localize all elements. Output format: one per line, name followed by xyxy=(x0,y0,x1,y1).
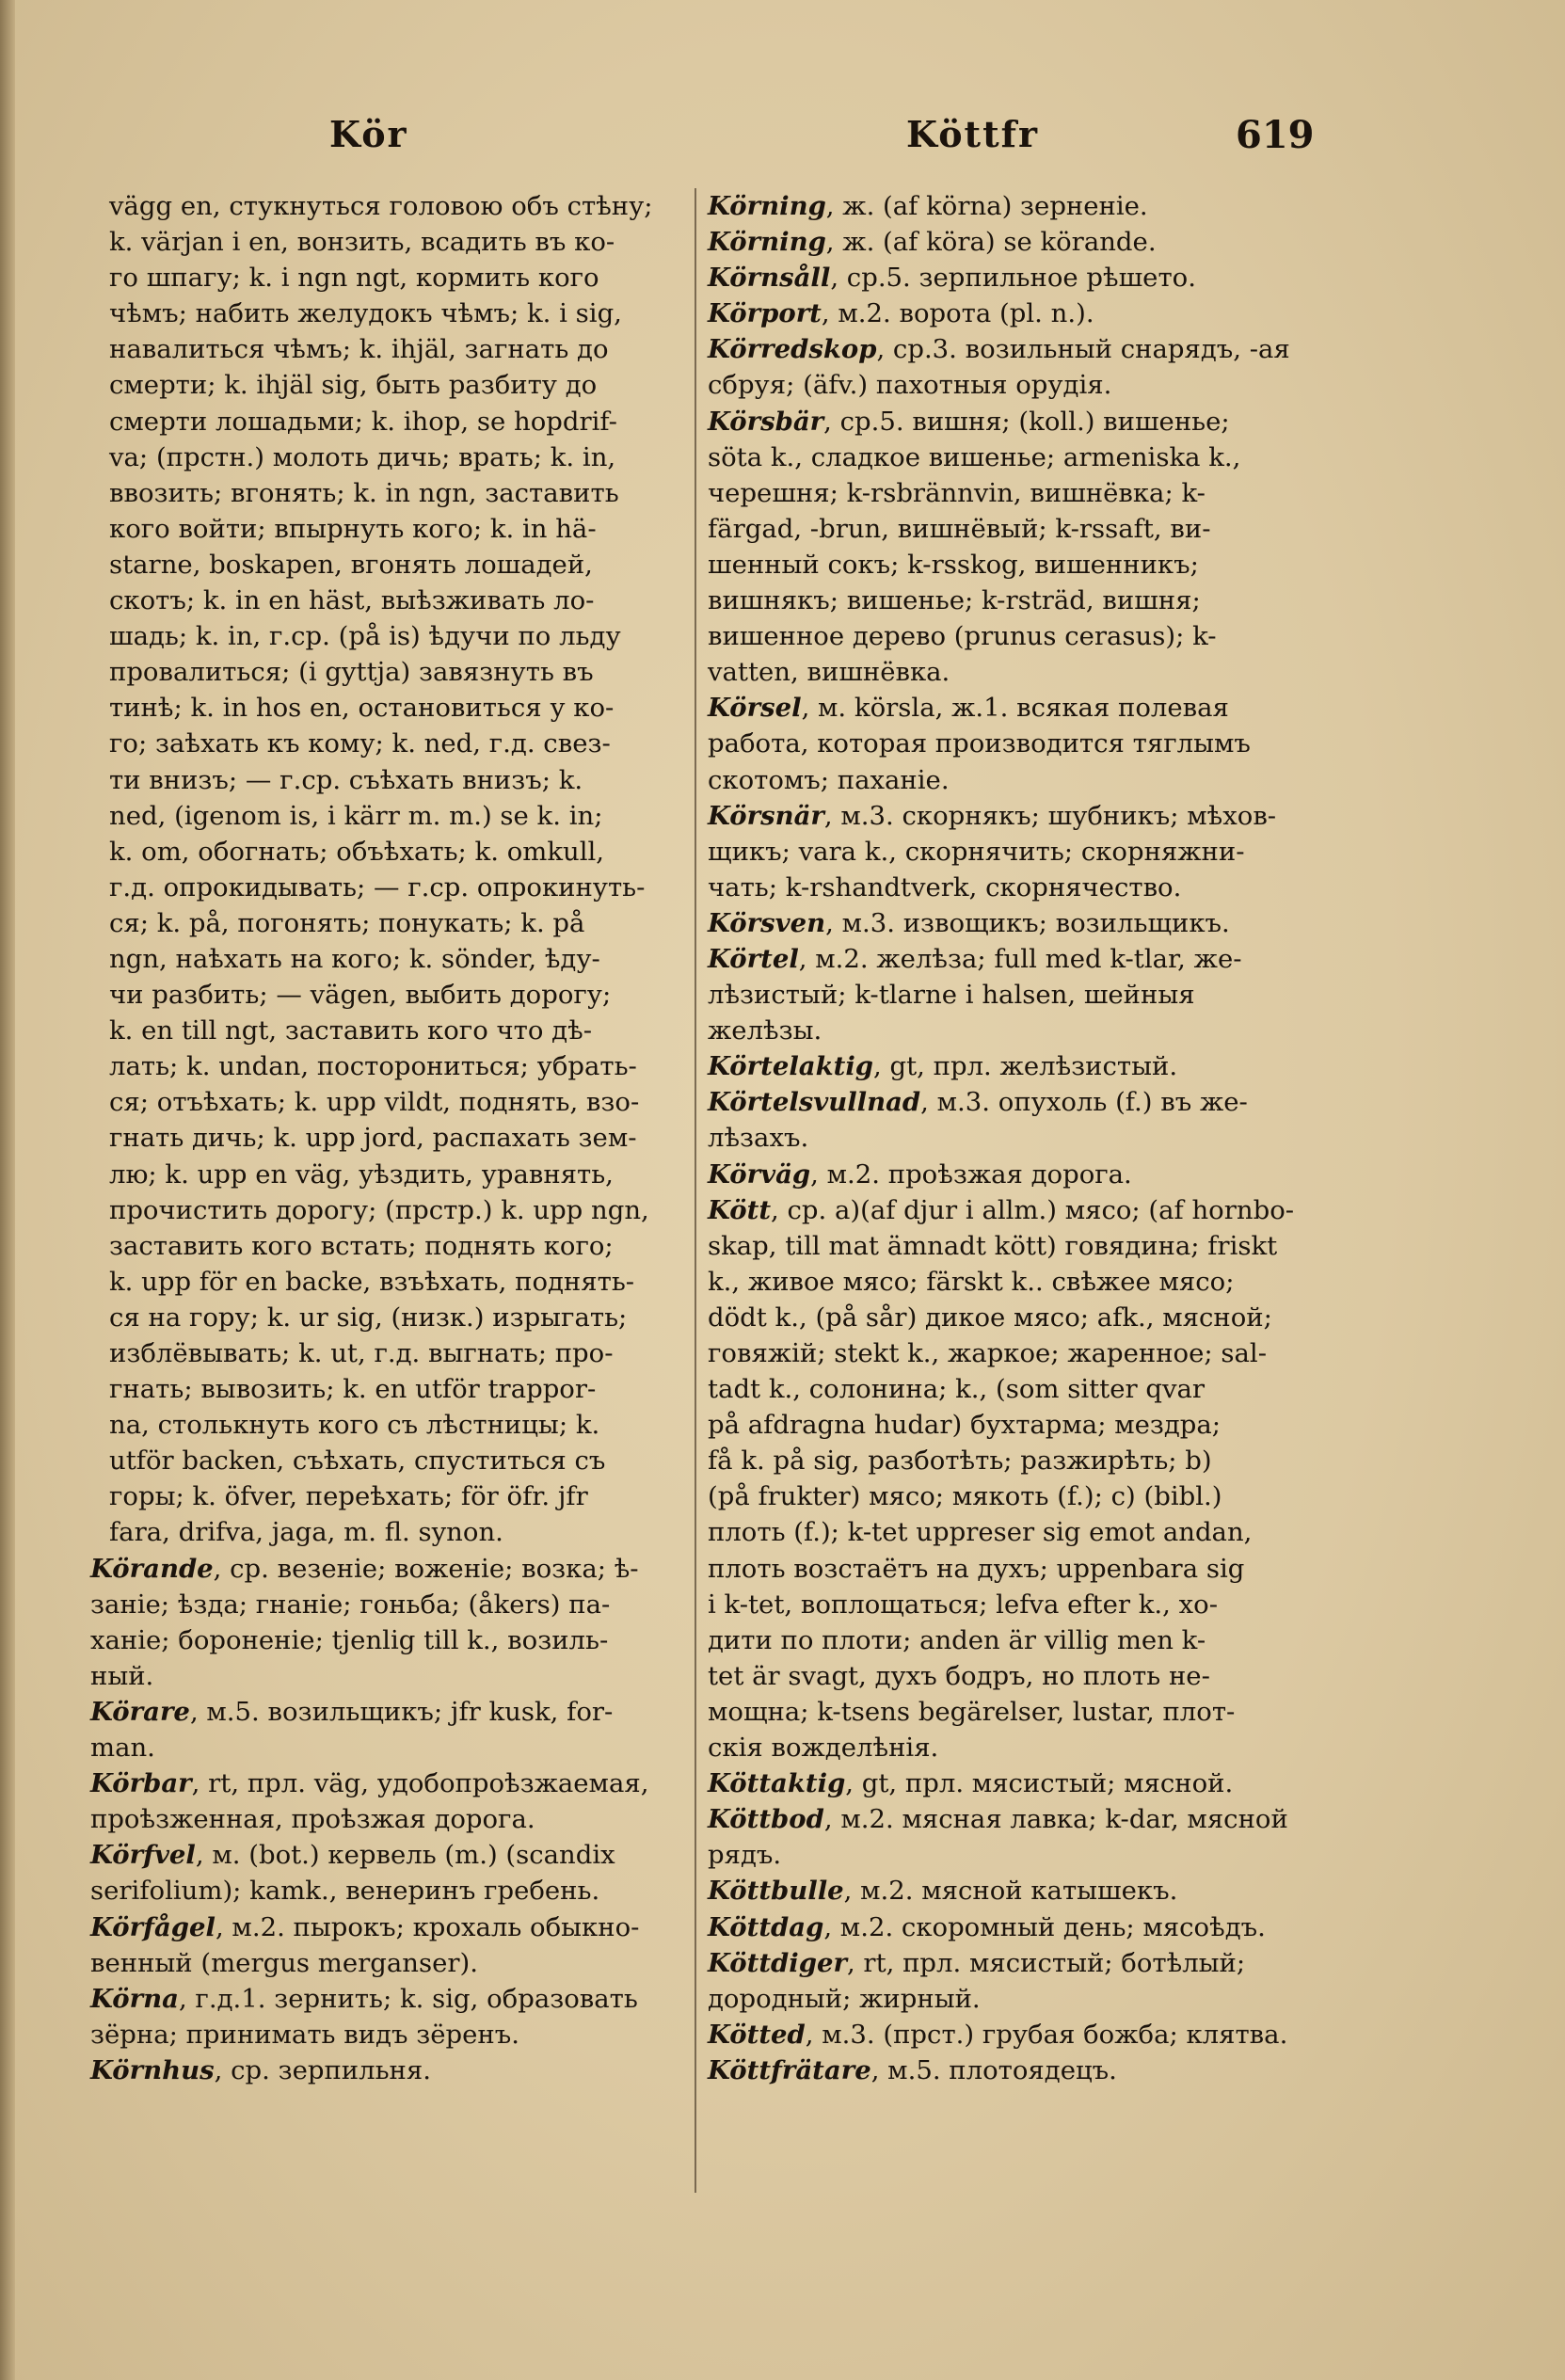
entry-line: ный. xyxy=(90,1660,154,1691)
entry-line: Kött, ср. a)(af djur i allm.) мясо; (af hornbo- xyxy=(708,1194,1295,1225)
headword: Körande xyxy=(90,1553,214,1584)
dictionary-entry xyxy=(90,2053,693,2088)
left-column xyxy=(90,188,693,2353)
entry-line: Köttaktig, gt, прл. мясистый; мясной. xyxy=(708,1768,1234,1799)
entry-line: Körfågel, м.2. пырокъ; крохаль обыкно- xyxy=(90,1911,640,1942)
entry-line: Köttdag, м.2. скоромный день; мясоѣдъ. xyxy=(708,1911,1266,1942)
entry-line: Körfvel, м. (bot.) кервель (m.) (scandix xyxy=(90,1840,615,1871)
entry-line: ngn, наѣхать на кого; k. sönder, ѣду- xyxy=(109,943,600,974)
entry-line: плоть (f.); k-tet uppreser sig emot andan, xyxy=(708,1517,1253,1548)
entry-line: Körport, м.2. ворота (pl. n.). xyxy=(708,298,1094,329)
entry-line: Körsnär, м.3. скорнякъ; шубникъ; мѣхов- xyxy=(708,800,1277,831)
entry-line: венный (mergus merganser). xyxy=(90,1947,478,1978)
entry-line: Köttfrätare, м.5. плотоядецъ. xyxy=(708,2054,1117,2085)
entry-line: плоть возстаётъ на духъ; uppenbara sig xyxy=(708,1553,1245,1584)
entry-line: na, столькнуть кого съ лѣстницы; k. xyxy=(109,1410,600,1441)
header-left-guide-word: Kör xyxy=(329,113,408,155)
headword: Köttfrätare xyxy=(708,2054,871,2085)
entry-line: смерти; k. ihjäl sig, быть разбиту до xyxy=(109,370,598,401)
entry-line: смерти лошадьми; k. ihop, se hopdrif- xyxy=(109,406,617,437)
entry-line: скія вожделѣнія. xyxy=(708,1733,939,1764)
entry-line: Körsven, м.3. извощикъ; возильщикъ. xyxy=(708,907,1230,938)
entry-line: tadt k., солонина; k., (som sitter qvar xyxy=(708,1374,1206,1405)
dictionary-entry xyxy=(90,1765,693,1837)
dictionary-entry xyxy=(90,1981,693,2053)
headword: Köttaktig xyxy=(708,1768,846,1799)
entry-line: скотъ; k. in en häst, выѣзживать ло- xyxy=(109,585,595,616)
dictionary-entry xyxy=(708,188,1319,224)
entry-line: тинѣ; k. in hos en, остановиться у ко- xyxy=(109,693,615,724)
headword: Körsel xyxy=(708,693,802,724)
entry-line: черешня; k-rsbrännvin, вишнёвка; k- xyxy=(708,477,1206,508)
entry-line: färgad, -brun, вишнёвый; k-rssaft, ви- xyxy=(708,513,1211,544)
headword: Köttbod xyxy=(708,1804,824,1835)
entry-line: щикъ; vara k., скорнячить; скорняжни- xyxy=(708,836,1245,867)
entry-line: заставить кого встать; поднять кого; xyxy=(109,1230,614,1261)
entry-line: рядъ. xyxy=(708,1840,782,1871)
dictionary-entry xyxy=(90,1551,693,1694)
entry-line: Köttbod, м.2. мясная лавка; k-dar, мясной xyxy=(708,1804,1288,1835)
entry-line: i k-tet, воплощаться; lefva efter k., хо- xyxy=(708,1589,1218,1620)
entry-line: va; (прстн.) молоть дичь; врать; k. in, xyxy=(109,441,616,472)
entry-line: сбруя; (äfv.) пахотныя орудія. xyxy=(708,370,1112,401)
dictionary-entry xyxy=(708,260,1319,296)
entry-line: Körning, ж. (af körna) зерненіе. xyxy=(708,191,1148,221)
headword: Körsbär xyxy=(708,406,824,437)
entry-line: лѣзахъ. xyxy=(708,1123,809,1154)
entry-line: шенный сокъ; k-rsskog, вишенникъ; xyxy=(708,549,1199,580)
headword: Körport xyxy=(708,298,822,329)
entry-line: (på frukter) мясо; мякоть (f.); c) (bibl.) xyxy=(708,1481,1222,1512)
dictionary-entry xyxy=(708,296,1319,331)
entry-line: изблёвывать; k. ut, г.д. выгнать; про- xyxy=(109,1338,614,1368)
entry-line: проѣзженная, проѣзжая дорога. xyxy=(90,1804,535,1835)
headword: Körtelaktig xyxy=(708,1051,874,1082)
headword: Körna xyxy=(90,1983,179,2014)
entry-line: ся; k. på, погонять; понукать; k. på xyxy=(109,907,585,938)
entry-line: Körbar, rt, прл. väg, удобопроѣзжаемая, xyxy=(90,1768,649,1799)
entry-line: på afdragna hudar) бухтарма; мездра; xyxy=(708,1410,1222,1441)
entry-line: Körna, г.д.1. зернить; k. sig, образовать xyxy=(90,1983,638,2014)
entry-line: ти внизъ; — г.ср. съѣхать внизъ; k. xyxy=(109,764,583,795)
entry-line: дородный; жирный. xyxy=(708,1983,981,2014)
dictionary-entry xyxy=(708,1157,1319,1192)
entry-line: skap, till mat ämnadt kött) говядина; friskt xyxy=(708,1230,1278,1261)
headword: Köttdag xyxy=(708,1911,824,1942)
book-spine-edge xyxy=(0,0,15,2380)
dictionary-entry xyxy=(708,1801,1319,1873)
entry-line: вишнякъ; вишенье; k-rsträd, вишня; xyxy=(708,585,1201,616)
entry-line: tet är svagt, духъ бодръ, но плоть не- xyxy=(708,1660,1210,1691)
entry-line: чѣмъ; набить желудокъ чѣмъ; k. i sig, xyxy=(109,298,622,329)
entry-line: скотомъ; паханіе. xyxy=(708,764,950,795)
entry-line: k. en till ngt, заставить кого что дѣ- xyxy=(109,1015,592,1046)
dictionary-entry xyxy=(708,690,1319,797)
dictionary-entry xyxy=(90,1694,693,1765)
entry-line: зёрна; принимать видъ зёренъ. xyxy=(90,2019,519,2050)
entry-line: вишенное дерево (prunus cerasus); k- xyxy=(708,621,1217,652)
entry-line: k. upp för en backe, взъѣхать, поднять- xyxy=(109,1266,635,1297)
entry-line: Körredskop, ср.3. возильный снарядъ, -ая xyxy=(708,334,1290,365)
entry-line: заніе; ѣзда; гнаніе; гоньба; (åkers) па- xyxy=(90,1589,611,1620)
headword: Körfvel xyxy=(90,1840,196,1871)
dictionary-entry xyxy=(708,1192,1319,1766)
entry-line: k. om, обогнать; объѣхать; k. omkull, xyxy=(109,836,605,867)
dictionary-entry xyxy=(708,331,1319,403)
headword: Körredskop xyxy=(708,334,877,365)
headword: Körbar xyxy=(90,1768,192,1799)
dictionary-entry xyxy=(708,224,1319,260)
entry-line: кого войти; впырнуть кого; k. in hä- xyxy=(109,513,597,544)
entry-line: vägg en, стукнуться головою объ стѣну; xyxy=(109,191,653,221)
entry-line: ханіе; бороненіе; tjenlig till k., возиль- xyxy=(90,1624,609,1655)
headword: Körtelsvullnad xyxy=(708,1087,921,1118)
entry-line: få k. på sig, разботѣть; разжирѣть; b) xyxy=(708,1446,1212,1477)
entry-line: говяжій; stekt k., жаркое; жаренное; sal- xyxy=(708,1338,1267,1368)
column-divider xyxy=(695,188,696,2193)
dictionary-entry xyxy=(90,1837,693,1909)
entry-line: dödt k., (på sår) дикое мясо; afk., мясной; xyxy=(708,1302,1272,1333)
page-number: 619 xyxy=(1236,113,1315,157)
entry-line: ся на гору; k. ur sig, (низк.) изрыгать; xyxy=(109,1302,628,1333)
entry-line: Körande, ср. везеніе; воженіе; возка; ѣ- xyxy=(90,1553,639,1584)
entry-line: starne, boskapen, вгонять лошадей, xyxy=(109,549,593,580)
entry-line: Körväg, м.2. проѣзжая дорога. xyxy=(708,1158,1132,1190)
dictionary-entry xyxy=(708,1084,1319,1156)
page-header xyxy=(0,113,1565,179)
dictionary-entry xyxy=(708,2053,1319,2088)
entry-line: söta k., сладкое вишенье; armeniska k., xyxy=(708,441,1241,472)
entry-line: serifolium); kamk., венеринъ гребень. xyxy=(90,1876,600,1907)
dictionary-entry xyxy=(90,188,693,1551)
headword: Körtel xyxy=(708,943,799,974)
entry-line: работа, которая производится тяглымъ xyxy=(708,728,1251,759)
headword: Köttbulle xyxy=(708,1876,844,1907)
dictionary-entry xyxy=(708,941,1319,1048)
dictionary-entry xyxy=(708,905,1319,941)
entry-line: го шпагу; k. i ngn ngt, кормить кого xyxy=(109,263,599,294)
entry-line: Körtel, м.2. желѣза; full med k-tlar, же- xyxy=(708,943,1242,974)
entry-line: провалиться; (i gyttja) завязнуть въ xyxy=(109,657,594,688)
entry-line: дити по плоти; anden är villig men k- xyxy=(708,1624,1206,1655)
entry-line: навалиться чѣмъ; k. ihjäl, загнать до xyxy=(109,334,609,365)
entry-line: гнать; вывозить; k. en utför trappor- xyxy=(109,1374,597,1405)
dictionary-entry xyxy=(708,1909,1319,1945)
entry-line: чи разбить; — vägen, выбить дорогу; xyxy=(109,980,612,1011)
dictionary-entry xyxy=(708,1945,1319,2017)
entry-line: ся; отъѣхать; k. upp vildt, поднять, взо- xyxy=(109,1087,640,1118)
headword: Körväg xyxy=(708,1158,811,1190)
headword: Körnsåll xyxy=(708,263,831,294)
entry-line: man. xyxy=(90,1733,155,1764)
entry-line: г.д. опрокидывать; — г.ср. опрокинуть- xyxy=(109,871,646,902)
entry-line: Körsel, м. körsla, ж.1. всякая полевая xyxy=(708,693,1229,724)
entry-line: гнать дичь; k. upp jord, распахать зем- xyxy=(109,1123,637,1154)
headword: Körsnär xyxy=(708,800,824,831)
headword: Körning xyxy=(708,227,826,258)
dictionary-entry xyxy=(708,1048,1319,1084)
entry-line: k., живое мясо; färskt k.. свѣжее мясо; xyxy=(708,1266,1235,1297)
entry-line: чать; k-rshandtverk, скорнячество. xyxy=(708,871,1182,902)
entry-line: желѣзы. xyxy=(708,1015,822,1046)
entry-line: ned, (igenom is, i kärr m. m.) se k. in; xyxy=(109,800,603,831)
entry-line: лѣзистый; k-tlarne i halsen, шейныя xyxy=(708,980,1195,1011)
entry-line: Körare, м.5. возильщикъ; jfr kusk, for- xyxy=(90,1696,614,1727)
entry-line: Köttbulle, м.2. мясной катышекъ. xyxy=(708,1876,1178,1907)
entry-line: Körnhus, ср. зерпильня. xyxy=(90,2054,431,2085)
header-center-guide-word: Köttfr xyxy=(906,113,1040,155)
entry-line: vatten, вишнёвка. xyxy=(708,657,950,688)
headword: Köttdiger xyxy=(708,1947,847,1978)
entry-line: Kötted, м.3. (прст.) грубая божба; клятва. xyxy=(708,2019,1288,2050)
entry-line: fara, drifva, jaga, m. fl. synon. xyxy=(109,1517,503,1548)
headword: Kötted xyxy=(708,2019,806,2050)
dictionary-entry xyxy=(708,798,1319,905)
right-column xyxy=(708,188,1319,2353)
headword: Körnhus xyxy=(90,2054,215,2085)
dictionary-entry xyxy=(90,1909,693,1981)
entry-line: прочистить дорогу; (прстр.) k. upp ngn, xyxy=(109,1194,649,1225)
dictionary-entry xyxy=(708,1873,1319,1909)
entry-line: Körning, ж. (af köra) se körande. xyxy=(708,227,1157,258)
entry-line: мощна; k-tsens begärelser, lustar, плот- xyxy=(708,1696,1236,1727)
dictionary-entry xyxy=(708,1765,1319,1801)
entry-line: Körtelsvullnad, м.3. опухоль (f.) въ же- xyxy=(708,1087,1248,1118)
entry-line: лю; k. upp en väg, уѣздить, уравнять, xyxy=(109,1158,614,1190)
entry-line: горы; k. öfver, переѣхать; för öfr. jfr xyxy=(109,1481,588,1512)
entry-line: Körtelaktig, gt, прл. желѣзистый. xyxy=(708,1051,1178,1082)
entry-line: Köttdiger, rt, прл. мясистый; ботѣлый; xyxy=(708,1947,1246,1978)
headword: Körsven xyxy=(708,907,826,938)
entry-line: utför backen, съѣхать, спуститься съ xyxy=(109,1446,606,1477)
entry-line: шадь; k. in, г.ср. (på is) ѣдучи по льду xyxy=(109,621,621,652)
entry-line: лать; k. undan, посторониться; убрать- xyxy=(109,1051,637,1082)
headword: Körare xyxy=(90,1696,190,1727)
dictionary-entry xyxy=(708,404,1319,691)
entry-line: ввозить; вгонять; k. in ngn, заставить xyxy=(109,477,619,508)
entry-line: го; заѣхать къ кому; k. ned, г.д. свез- xyxy=(109,728,611,759)
entry-line: Körsbär, ср.5. вишня; (koll.) вишенье; xyxy=(708,406,1230,437)
entry-line: Körnsåll, ср.5. зерпильное рѣшето. xyxy=(708,263,1196,294)
headword: Körfågel xyxy=(90,1911,216,1942)
entry-line: k. värjan i en, вонзить, всадить въ ко- xyxy=(109,227,615,258)
dictionary-entry xyxy=(708,2017,1319,2053)
headword: Körning xyxy=(708,191,826,221)
headword: Kött xyxy=(708,1194,772,1225)
